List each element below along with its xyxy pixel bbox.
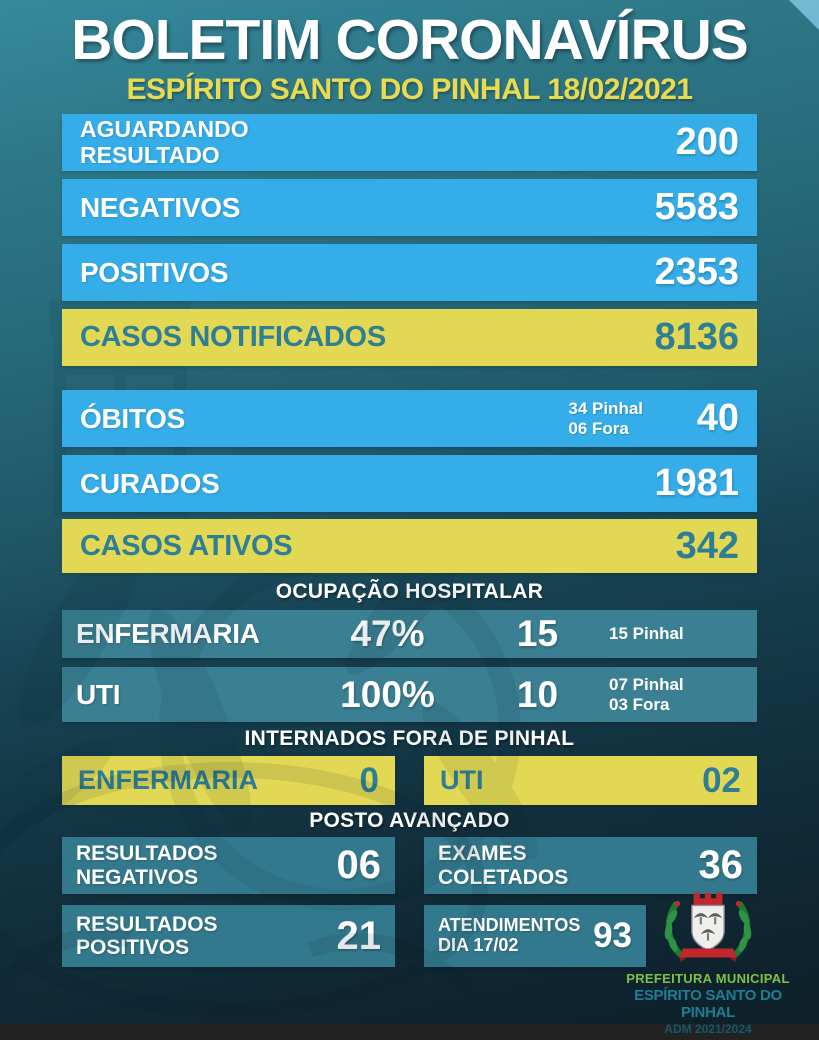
stat-label: CURADOS [80, 467, 220, 499]
stat-label [80, 117, 249, 168]
stat-value: 1981 [654, 462, 739, 504]
section-title-posto-avancado: POSTO AVANÇADO [309, 809, 510, 832]
box-label [76, 842, 218, 888]
box-label-line2: DIA 17/02 [438, 935, 519, 955]
box-value: 21 [336, 913, 381, 958]
box-label-line2: NEGATIVOS [76, 865, 199, 889]
ward-note [595, 624, 743, 644]
box-value: 06 [336, 843, 381, 887]
coat-of-arms-icon [652, 892, 764, 962]
ward-label: ENFERMARIA [76, 618, 260, 649]
stat-label: ÓBITOS [80, 402, 186, 434]
stat-value: 2353 [654, 251, 739, 293]
stat-label: CASOS NOTIFICADOS [80, 321, 386, 353]
box-label: ENFERMARIA [78, 765, 258, 795]
occupancy-percent: 100% [340, 673, 435, 715]
stat-note-line1: 34 Pinhal [568, 398, 643, 418]
stat-value: 200 [675, 121, 739, 163]
hospital-row-enfermaria [62, 610, 757, 658]
box-label-line1: EXAMES [438, 842, 527, 866]
box-value: 02 [702, 760, 741, 800]
stat-label-line1: AGUARDANDO [80, 116, 249, 143]
stat-label: CASOS ATIVOS [80, 529, 293, 562]
stat-row-aguardando-resultado [62, 114, 757, 171]
stat-value: 342 [675, 524, 739, 567]
box-label-line1: ATENDIMENTOS [438, 915, 581, 936]
hospital-row-uti [62, 667, 757, 722]
ward-note-line1: 07 Pinhal [609, 674, 684, 694]
stat-value: 40 [696, 397, 739, 439]
posto-box-resultados-negativos [62, 837, 395, 894]
ward-note [595, 675, 743, 714]
stat-row-positivos [62, 244, 757, 301]
occupancy-percent: 47% [350, 613, 425, 654]
ward-note-line1: 15 Pinhal [609, 624, 684, 644]
stat-row-obitos [62, 390, 757, 447]
box-label [76, 913, 218, 959]
ward-note-line2: 03 Fora [609, 694, 670, 714]
header [0, 0, 819, 107]
municipality-logo [618, 892, 798, 1036]
box-value: 0 [359, 760, 379, 800]
box-label-line1: RESULTADOS [76, 842, 218, 866]
logo-org-line2: ESPÍRITO SANTO DO PINHAL [634, 987, 782, 1021]
posto-box-resultados-positivos [62, 905, 395, 967]
page-subtitle: ESPÍRITO SANTO DO PINHAL 18/02/2021 [126, 73, 693, 106]
section-title-ocupacao-hospitalar: OCUPAÇÃO HOSPITALAR [275, 580, 544, 603]
stat-note [568, 399, 643, 438]
internados-boxes [62, 756, 757, 805]
box-label: UTI [440, 765, 484, 795]
box-value: 93 [593, 916, 632, 955]
bed-count: 15 [516, 613, 559, 654]
internados-box-uti [424, 756, 757, 805]
bed-count: 10 [516, 673, 559, 715]
posto-row-1 [62, 837, 757, 894]
box-label-line2: POSITIVOS [76, 936, 190, 959]
stats-list [62, 114, 757, 573]
stat-label: NEGATIVOS [80, 191, 241, 223]
posto-box-atendimentos [424, 905, 646, 967]
box-label-line1: RESULTADOS [76, 912, 218, 936]
logo-org-line3: ADM 2021/2024 [664, 1022, 752, 1036]
logo-org-line1: PREFEITURA MUNICIPAL [626, 971, 790, 986]
stat-note-line2: 06 Fora [568, 418, 629, 438]
box-label [438, 842, 568, 888]
section-title-internados-fora: INTERNADOS FORA DE PINHAL [244, 727, 575, 750]
posto-box-exames-coletados [424, 837, 757, 894]
box-label [438, 916, 580, 956]
stat-label-line2: RESULTADO [80, 141, 220, 168]
stat-value: 5583 [654, 186, 739, 228]
internados-box-enfermaria [62, 756, 395, 805]
stat-row-casos-notificados [62, 309, 757, 366]
page-title: BOLETIM CORONAVÍRUS [71, 8, 748, 72]
ward-label: UTI [76, 678, 121, 710]
stat-row-casos-ativos [62, 519, 757, 573]
stat-row-negativos [62, 179, 757, 236]
stat-value: 8136 [654, 316, 739, 358]
box-label-line2: COLETADOS [438, 865, 569, 889]
stat-row-curados [62, 455, 757, 512]
box-value: 36 [698, 843, 743, 887]
stat-label: POSITIVOS [80, 256, 229, 288]
